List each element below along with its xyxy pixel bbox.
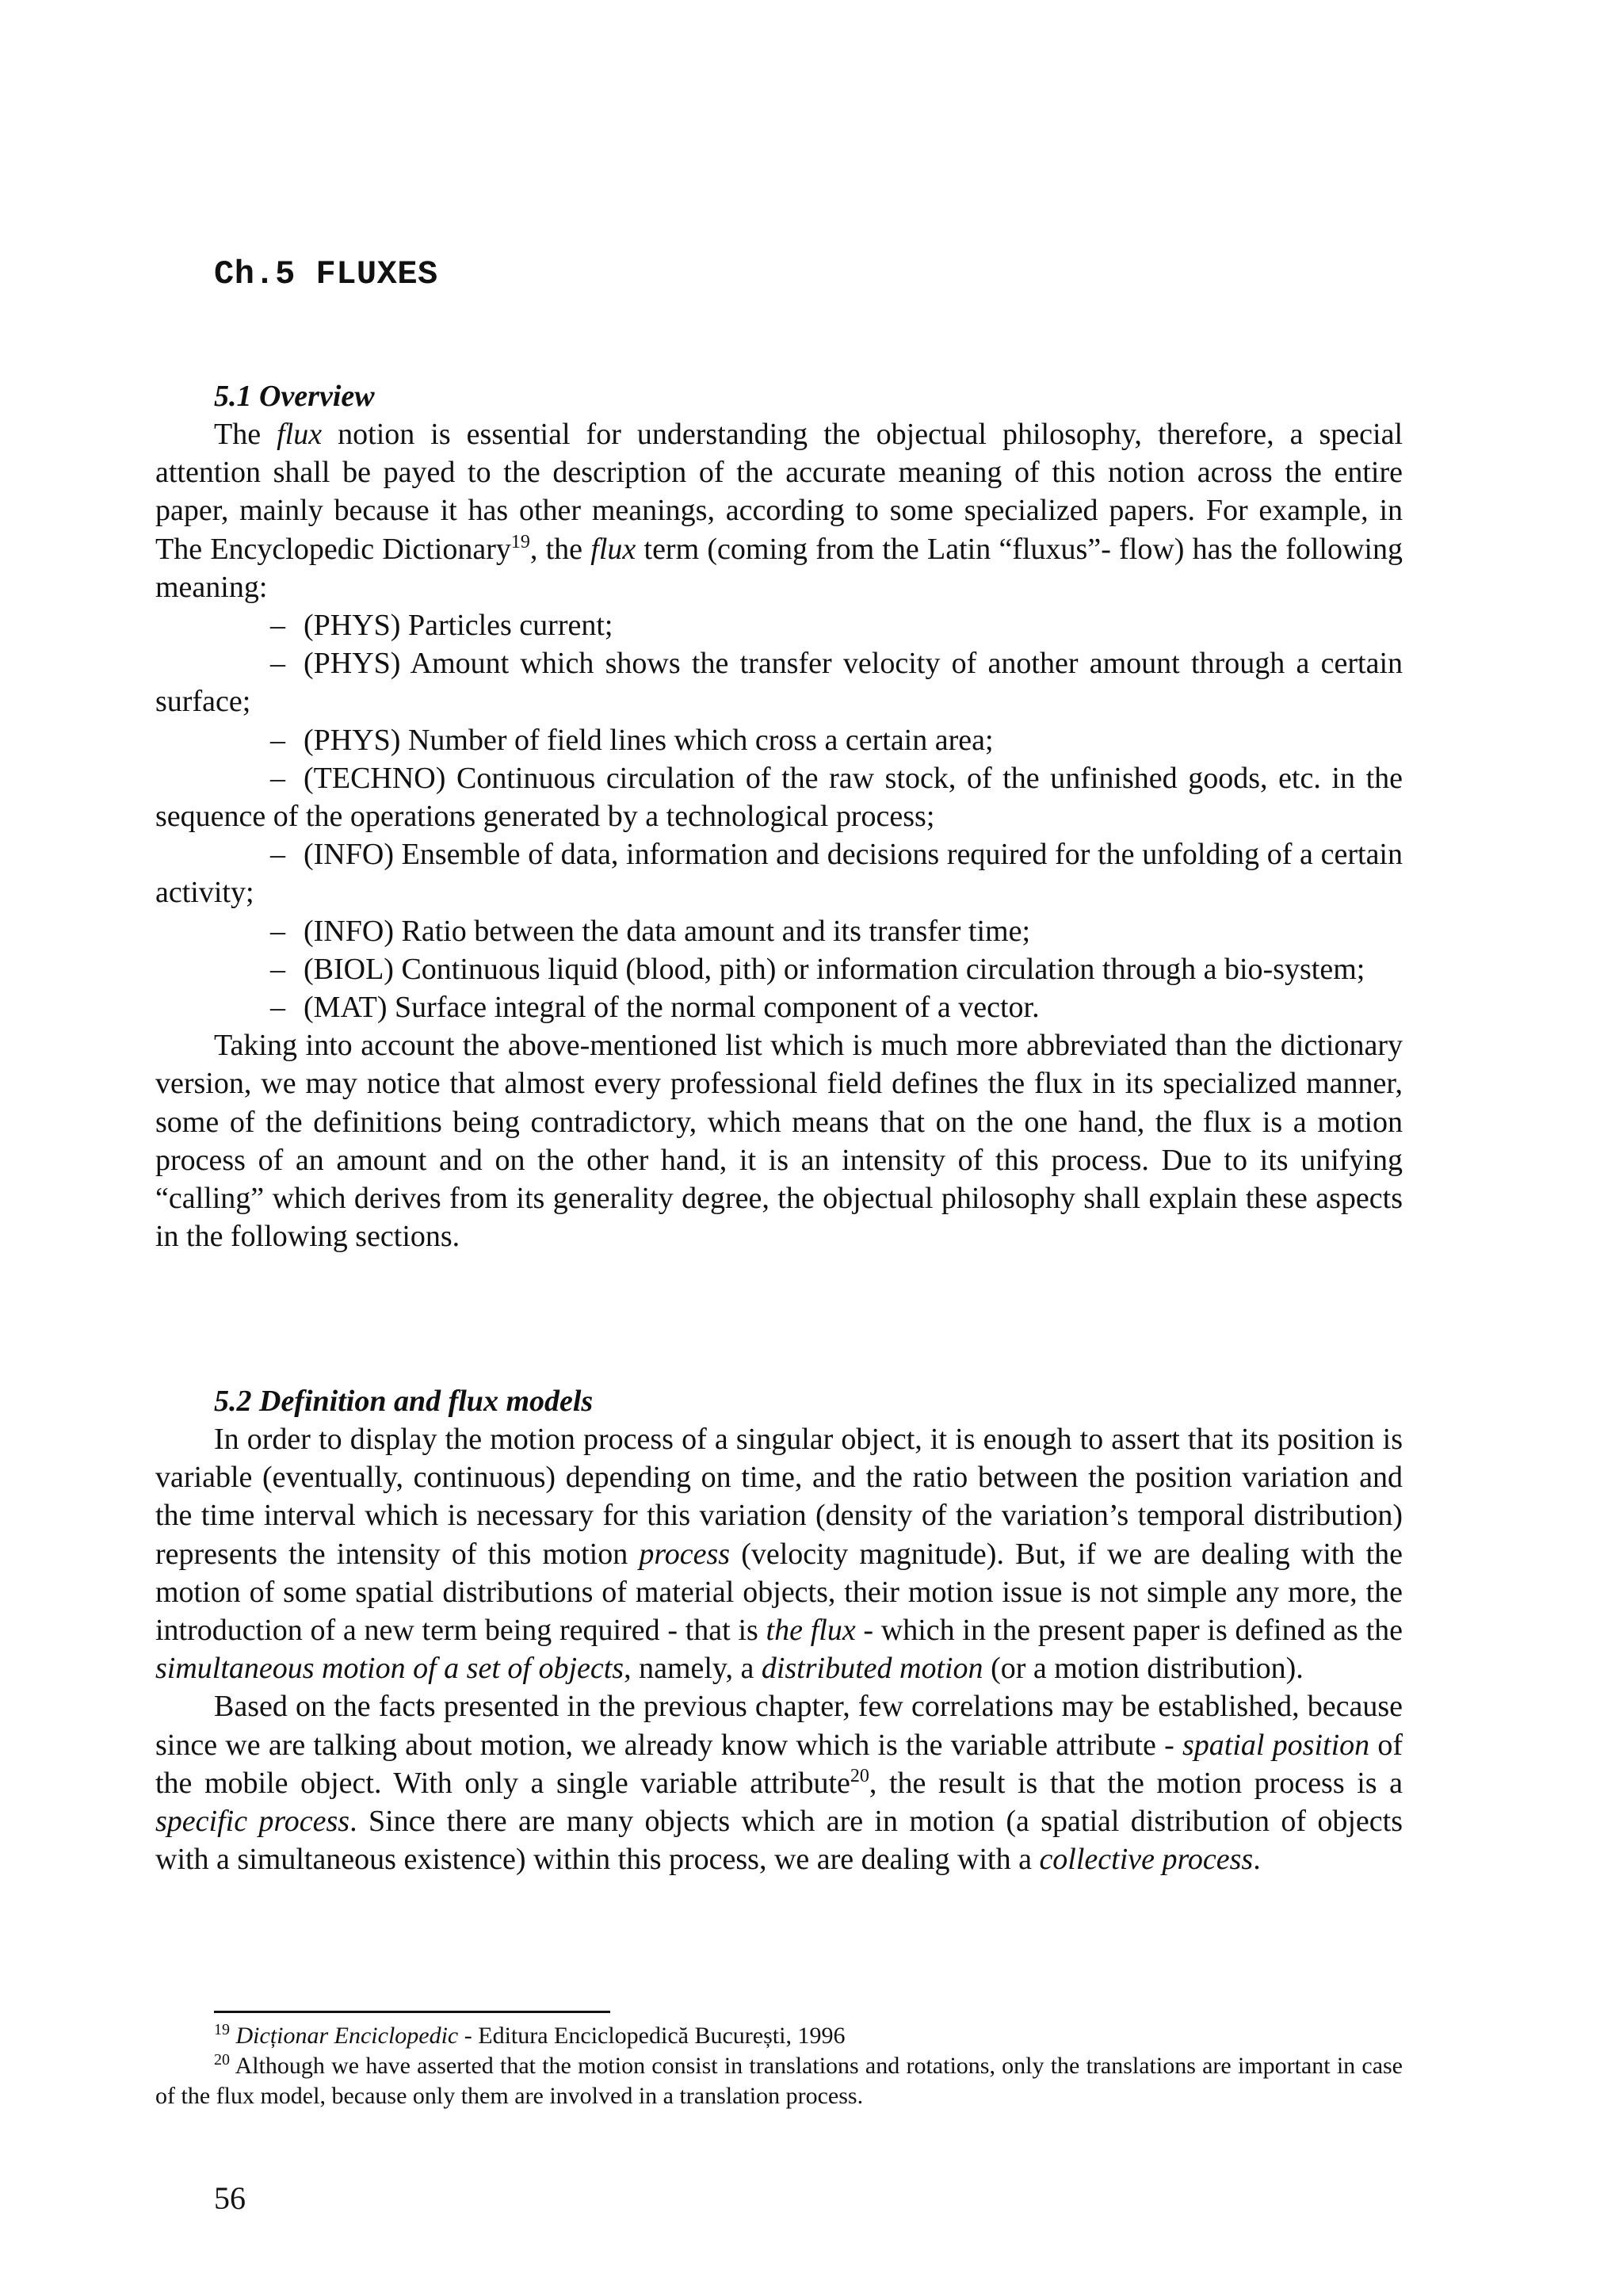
- list-item: [155, 950, 1403, 988]
- footnote-19: [155, 2021, 1403, 2051]
- definition-text: (INFO) Ratio between the data amount and its transfer time;: [304, 914, 1031, 948]
- italic-term: specific process: [155, 1805, 350, 1839]
- paragraph-flux-notion: [155, 415, 1403, 606]
- page-number: 56: [214, 2180, 246, 2216]
- dash-bullet: –: [270, 838, 285, 872]
- text-run: term (coming from the Latin “fluxus”- flow) has the following meaning:: [155, 532, 1403, 604]
- footnote-divider: [214, 2011, 610, 2013]
- text-run: In order to display the motion process of a singular object, it is enough to assert that its position is variable (eventually, continuous) depending on time, and the ratio between the position variation and the time interval which is necessary for this variation (density of the variation’s temporal distribution) represents the intensity of this motion: [155, 1423, 1403, 1571]
- section-definition-body: [155, 1420, 1403, 1878]
- dash-bullet: –: [270, 609, 285, 643]
- text-run: - which in the present paper is defined as the: [855, 1614, 1403, 1648]
- text-run: (velocity magnitude). But, if we are dealing with the motion of some spatial distributions of material objects, their motion issue is not simple any more, the introduction of a new term being required - that is: [155, 1537, 1403, 1648]
- dash-bullet: –: [270, 952, 285, 986]
- footnote-number: 19: [214, 2021, 230, 2038]
- text-run: Based on the facts presented in the previous chapter, few correlations may be established, because since we are talking about motion, we already know which is the variable attribute -: [155, 1690, 1403, 1762]
- footnotes: [155, 2021, 1403, 2111]
- definition-text: (MAT) Surface integral of the normal component of a vector.: [304, 991, 1040, 1025]
- italic-term: distributed motion: [761, 1652, 983, 1686]
- italic-term: spatial position: [1182, 1728, 1370, 1762]
- dash-bullet: –: [270, 647, 285, 681]
- footnote-ref-20: 20: [850, 1765, 869, 1786]
- footnote-number: 20: [214, 2051, 230, 2069]
- section-definition: [155, 1382, 1403, 1878]
- italic-term: flux: [277, 418, 323, 451]
- text-run: notion is essential for understanding the objectual philosophy, therefore, a special attention shall be payed to the description of the accurate meaning of this notion across the entire paper, mainly because it has other meanings, according to some specialized papers. For example, in The Encyclopedic Dictionary: [155, 418, 1403, 566]
- section-overview: [155, 377, 1403, 1255]
- footnote-text: - Editura Enciclopedică București, 1996: [458, 2023, 846, 2049]
- text-run: (or a motion distribution).: [983, 1652, 1304, 1686]
- italic-term: process: [639, 1537, 731, 1571]
- list-item: [155, 988, 1403, 1026]
- text-run: , namely, a: [624, 1652, 762, 1686]
- dash-bullet: –: [270, 761, 285, 795]
- footnote-title: Dicționar Enciclopedic: [235, 2023, 459, 2049]
- list-item: [155, 835, 1403, 911]
- definition-list: [155, 606, 1403, 1026]
- dash-bullet: –: [270, 914, 285, 948]
- chapter-title: Ch.5 FLUXES: [214, 255, 438, 293]
- footnote-ref-19: 19: [510, 531, 530, 552]
- footnote-20: [155, 2051, 1403, 2111]
- dash-bullet: –: [270, 723, 285, 757]
- section-heading-overview: 5.1 Overview: [214, 380, 375, 413]
- text-run: , the: [529, 532, 591, 566]
- paragraph-summary: Taking into account the above-mentioned list which is much more abbreviated than the dictionary version, we may notice that almost every professional field defines the flux in its specialized manner, some of the definitions being contradictory, which means that on the one hand, the flux is a motion process of an amount and on the other hand, it is an intensity of this process. Due to its unifying “calling” which derives from its generality degree, the objectual philosophy shall explain these aspects in the following sections.: [155, 1029, 1403, 1254]
- text-run: .: [1253, 1843, 1261, 1877]
- list-item: [155, 606, 1403, 644]
- paragraph-motion-process: [155, 1420, 1403, 1687]
- definition-text: (PHYS) Number of field lines which cross a certain area;: [304, 723, 994, 757]
- dash-bullet: –: [270, 991, 285, 1025]
- definition-text: (PHYS) Particles current;: [304, 609, 613, 643]
- text-run: The: [214, 418, 277, 451]
- text-run: , the result is that the motion process is a: [869, 1766, 1403, 1800]
- list-item: [155, 912, 1403, 950]
- list-item: [155, 759, 1403, 835]
- text-run: . Since there are many objects which are in motion (a spatial distribution of objects with a simultaneous existence) within this process, we are dealing with a: [155, 1805, 1403, 1877]
- list-item: [155, 721, 1403, 759]
- definition-text: (PHYS) Amount which shows the transfer velocity of another amount through a certain surface;: [155, 647, 1403, 719]
- definition-text: (INFO) Ensemble of data, information and decisions required for the unfolding of a certain activity;: [155, 838, 1403, 910]
- italic-term: the flux: [766, 1614, 856, 1648]
- definition-text: (TECHNO) Continuous circulation of the raw stock, of the unfinished goods, etc. in the sequence of the operations generated by a technological process;: [155, 761, 1403, 834]
- section-overview-body: [155, 415, 1403, 1255]
- footnote-text: Although we have asserted that the motion consist in translations and rotations, only the translations are important in case of the flux model, because only them are involved in a translation process.: [155, 2053, 1403, 2109]
- section-heading-definition: 5.2 Definition and flux models: [214, 1385, 594, 1418]
- definition-text: (BIOL) Continuous liquid (blood, pith) or information circulation through a bio-system;: [304, 952, 1365, 986]
- italic-term: simultaneous motion of a set of objects: [155, 1652, 624, 1686]
- italic-term: collective process: [1039, 1843, 1254, 1877]
- text-run: of the mobile object. With only a single variable attribute: [155, 1728, 1403, 1800]
- paragraph-correlations: [155, 1687, 1403, 1878]
- italic-term: flux: [590, 532, 636, 566]
- list-item: [155, 644, 1403, 720]
